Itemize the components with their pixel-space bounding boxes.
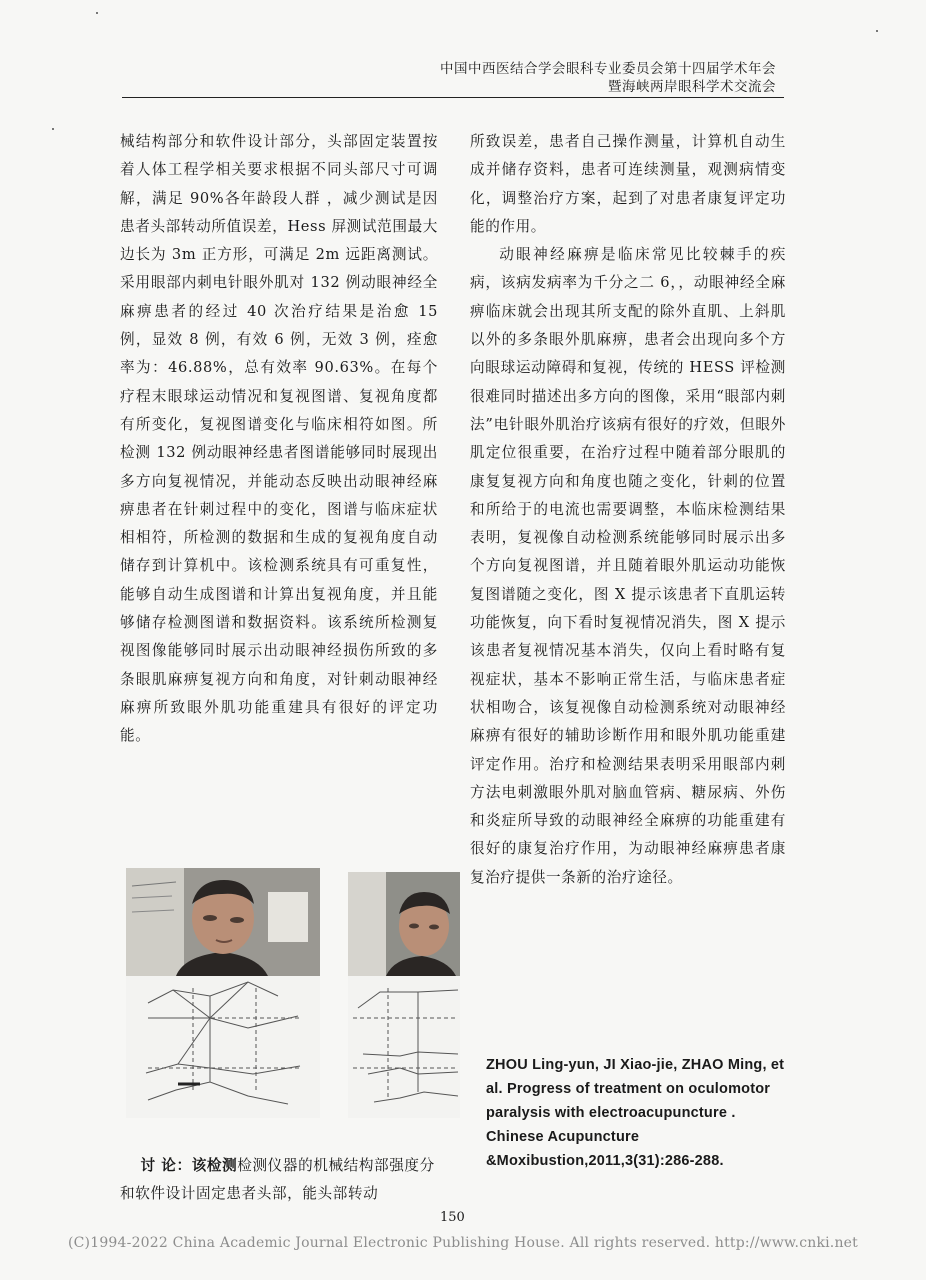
diplopia-chart-right [348,976,460,1118]
left-paragraph: 械结构部分和软件设计部分，头部固定装置按着人体工程学相关要求根据不同头部尺寸可调解，满足 90%各年龄段人群 ，减少测试是因患者头部转动所值误差，Hess 屏测试范围最大边长为 3m 正方形，可满足 2m 远距离测试。采用眼部内刺电针眼外肌对 132 例动眼神经全麻痹患者的经过 40 次治疗结果是治愈 15 例，显效 8 例，有效 6 例，无效 3 例，痊愈率为：46.88%，总有效率 90.63%。在每个疗程末眼球运动情况和复视图谱、复视角度都有所变化，复视图谱变化与临床相符如图。所检测 132 例动眼神经患者图谱能够同时展现出多方向复视情况，并能动态反映出动眼神经麻痹患者在针刺过程中的变化，图谱与临床症状相相符，所检测的数据和生成的复视角度自动储存到计算机中。该检测系统具有可重复性，能够自动生成图谱和计算出复视角度，并且能够储存检测图谱和数据资料。该系统所检测复视图像能够同时展示出动眼神经损伤所致的多条眼肌麻痹复视方向和角度，对针刺动眼神经麻痹所致眼外肌功能重建具有很好的评定功能。 [120,133,438,745]
scan-speck [876,30,878,32]
discussion-label: 讨 论： [140,1157,192,1174]
page-number: 150 [440,1210,465,1225]
scan-speck [96,12,98,14]
header-rule [122,97,784,98]
patient-figure [118,868,460,1118]
header-line-1: 中国中西医结合学会眼科专业委员会第十四届学术年会 [440,61,776,77]
scan-speck [52,128,54,130]
discussion-text: 检测仪器的机械结构部强度分和软件设计固定患者头部，能头部转动 [120,1157,435,1203]
figure-svg [118,868,460,1118]
right-paragraph-1: 所致误差，患者自己操作测量，计算机自动生成并储存资料，患者可连续测量，观测病情变化，调整治疗方案，起到了对患者康复评定功能的作用。 [470,133,786,235]
reference-entry: ZHOU Ling-yun, JI Xiao-jie, ZHAO Ming, et al. Progress of treatment on oculomotor paralysis with electroacupuncture . Chinese Acupuncture &Moxibustion,2011,3(31):286-288. [486,1057,785,1169]
patient-photo-right [348,872,460,976]
right-paragraph-2: 动眼神经麻痹是临床常见比较棘手的疾病，该病发病率为千分之二 6，，动眼神经全麻痹临床就会出现其所支配的除外直肌、上斜肌以外的多条眼外肌麻痹，患者会出现向多个方向眼球运动障碍和复视，传统的 HESS 评检测很难同时描述出多方向的图像，采用“眼部内刺法”电针眼外肌治疗该病有很好的疗效，但眼外肌定位很重要，在治疗过程中随着部分眼肌的康复复视方向和角度也随之变化，针刺的位置和所给于的电流也需要调整，本临床检测结果表明，复视像自动检测系统能够同时展示出多个方向复视图谱，并且随着眼外肌运动功能恢复图谱随之变化，图 X 提示该患者下直肌运转功能恢复，向下看时复视情况消失，图 X 提示该患者复视情况基本消失，仅向上看时略有复视症状，基本不影响正常生活，与临床患者症状相吻合，该复视像自动检测系统对动眼神经麻痹有很好的辅助诊断作用和眼外肌功能重建评定作用。治疗和检测结果表明采用眼部内刺方法电刺激眼外肌对脑血管病、糖尿病、外伤和炎症所导致的动眼神经全麻痹的功能重建有很好的康复治疗作用，为动眼神经麻痹患者康复治疗提供一条新的治疗途径。 [470,246,786,886]
left-column [120,128,438,751]
discussion-paragraph [120,1152,442,1209]
running-header [440,60,776,96]
patient-photo-left [126,868,320,976]
header-line-2: 暨海峡两岸眼科学术交流会 [608,79,776,95]
right-column [470,128,786,892]
discussion-lead: 该检测 [191,1157,238,1174]
copyright-footer: (C)1994-2022 China Academic Journal Electronic Publishing House. All rights reserved. http://www.cnki.net [67,1235,858,1251]
diplopia-chart-left [126,976,320,1118]
